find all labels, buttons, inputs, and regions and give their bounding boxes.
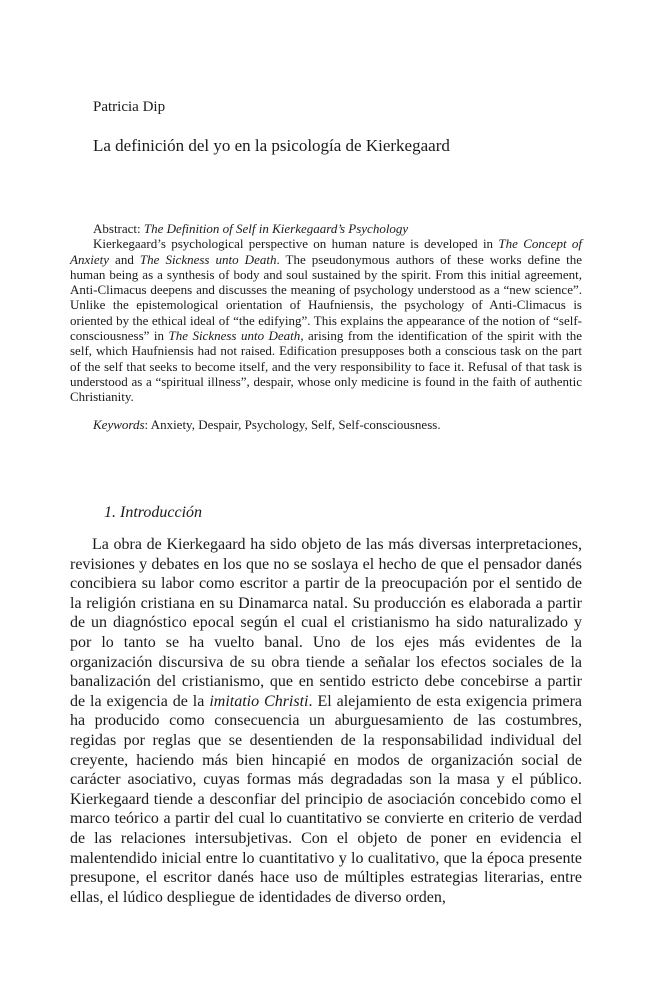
abstract-english-title: The Definition of Self in Kierkegaard’s Psychology [143,221,409,236]
keywords-line [70,417,582,432]
abstract-work-3: The Sickness unto Death [168,328,301,344]
article-title: La definición del yo en la psicología de Kierkegaard [93,136,450,155]
abstract-heading [70,221,582,236]
section-heading: 1. Introducción [104,504,203,521]
keywords-label: Keywords [93,416,145,432]
body-text-part-2: . El alejamiento de esta exigencia primera ha producido como consecuencia un aburguesamiento de las costumbres, regidas por reglas que se desentienden de la responsabilidad individual del creyente, haciendo más bien hincapié en modos de organización social de carácter asociativo, cuyas formas más degradadas son la masa y el público. Kierkegaard tiende a desconfiar del principio de asociación concebido como el marco teórico a partir del cual lo cuantitativo se convierte en criterio de verdad de las relaciones intersubjetivas. Con el objeto de poner en evidencia el malentendido inicial entre lo cuantitativo y lo cualitativo, que la época presente presupone, el escritor danés hace uso de múltiples estrategias literarias, entre ellas, el lúdico despliegue de identidades de diverso orden, [70,692,583,906]
abstract-and: and [115,251,134,267]
abstract-block [70,221,582,432]
abstract-work-1: The Concept of Anxiety [70,236,583,267]
body-paragraph [70,535,582,907]
abstract-text-part-1: Kierkegaard’s psychological perspective on human nature is developed in [93,236,494,252]
abstract-text-part-2: . The pseudonymous authors of these works define the human being as a synthesis of body and soul sustained by the spirit. From this initial agreement, Anti-Climacus deepens and discusses the meaning of psychology understood as a “new science”. Unlike the epistemological orientation of Haufniensis, the psychology of Anti-Climacus is oriented by the ethical ideal of “the edifying”. This explains the appearance of the notion of “self-consciousness” in [70,251,583,344]
abstract-text-part-3: , arising from the identification of the spirit with the self, which Haufniensis had not raised. Edification presupposes both a conscious task on the part of the self that seeks to become itself, and the very responsibility to face it. Refusal of that task is understood as a “spiritual illness”, despair, whose only medicine is found in the faith of authentic Christianity. [70,328,583,405]
body-italic-phrase: imitatio Christi [209,692,309,710]
author-name: Patricia Dip [93,99,166,115]
body-text-part-1: La obra de Kierkegaard ha sido objeto de las más diversas interpretaciones, revisiones y debates en los que no se soslaya el hecho de que el pensador danés concibiera su labor como escritor a partir de la preocupación por el sentido de la religión cristiana en su Dinamarca natal. Su producción es elaborada a partir de un diagnóstico epocal según el cual el cristianismo ha sido naturalizado y por lo tanto se ha vuelto banal. Uno de los ejes más evidentes de la organización discursiva de su obra tiende a señalar los efectos sociales de la banalización del cristianismo, que en sentido estricto debe concebirse a partir de la exigencia de la [70,536,582,710]
abstract-text [70,236,582,404]
abstract-work-2: The Sickness unto Death [139,251,277,267]
abstract-label: Abstract: [93,221,141,236]
keywords-values: : Anxiety, Despair, Psychology, Self, Self-consciousness. [144,416,441,432]
